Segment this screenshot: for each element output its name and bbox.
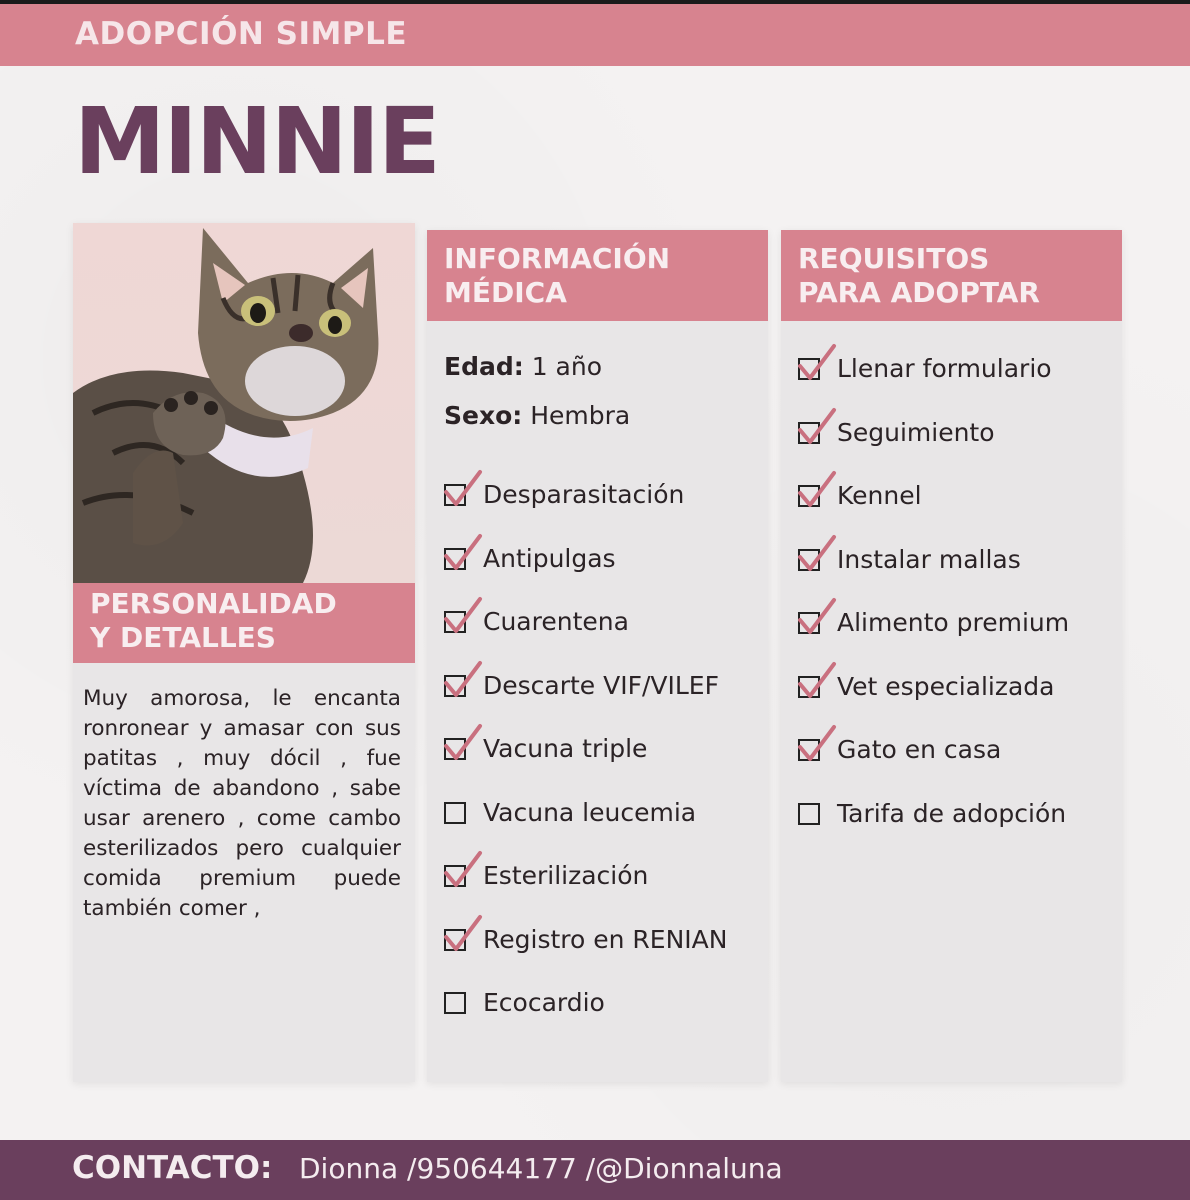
pink-checkmark-icon — [794, 340, 838, 384]
medical-title-line2: MÉDICA — [444, 276, 567, 309]
sex-label: Sexo: — [444, 401, 523, 430]
pink-checkmark-icon — [440, 847, 484, 891]
pink-checkmark-icon — [794, 404, 838, 448]
personality-header — [73, 583, 415, 663]
personality-title-line1: PERSONALIDAD — [90, 587, 337, 620]
pink-checkmark-icon — [440, 657, 484, 701]
checklist-item-label: Tarifa de adopción — [837, 798, 1067, 828]
checkbox-icon — [444, 802, 466, 824]
checklist-item-label: Desparasitación — [483, 480, 685, 509]
medical-card — [427, 230, 768, 1082]
pink-checkmark-icon — [440, 466, 484, 510]
checklist-item-label: Vacuna leucemia — [483, 797, 697, 827]
checkbox-icon — [444, 992, 466, 1014]
checklist-item-label: Vet especializada — [837, 671, 1055, 701]
cat-photo — [73, 223, 415, 583]
adoption-type: ADOPCIÓN SIMPLE — [75, 16, 408, 52]
pink-checkmark-icon — [794, 594, 838, 638]
checklist-item-label: Llenar formulario — [837, 354, 1052, 383]
age-label: Edad: — [444, 352, 524, 381]
requirements-header — [781, 230, 1122, 321]
medical-header — [427, 230, 768, 321]
checklist-item-label: Esterilización — [483, 861, 649, 890]
personality-card — [73, 223, 415, 1082]
pink-checkmark-icon — [794, 467, 838, 511]
requirements-title-line1: REQUISITOS — [798, 242, 990, 275]
checklist-item-label: Kennel — [837, 481, 922, 510]
age-row — [444, 352, 602, 381]
sex-row — [444, 401, 630, 430]
sex-value: Hembra — [530, 401, 631, 430]
checklist-item-label: Seguimiento — [837, 417, 995, 447]
age-value: 1 año — [531, 352, 603, 381]
pink-checkmark-icon — [440, 911, 484, 955]
cat-illustration — [73, 223, 415, 583]
pet-name: MINNIE — [74, 88, 439, 195]
pink-checkmark-icon — [794, 658, 838, 702]
checklist-item-label: Instalar mallas — [837, 544, 1021, 574]
checklist-item-label: Antipulgas — [483, 543, 616, 573]
personality-description: Muy amorosa, le encanta ronronear y amasar con sus patitas , muy dócil , fue víctima de abandono , sabe usar arenero , come cambo esterilizados pero cualquier comida premium puede también comer , — [83, 686, 401, 921]
requirements-card — [781, 230, 1122, 1082]
contact-value: Dionna /950644177 /@Dionnaluna — [299, 1152, 783, 1185]
checklist-item-label: Ecocardio — [483, 988, 605, 1017]
checkbox-icon — [798, 803, 820, 825]
personality-title-line2: Y DETALLES — [90, 621, 276, 654]
checklist-item-label: Gato en casa — [837, 735, 1002, 764]
pink-checkmark-icon — [440, 530, 484, 574]
checklist-item-label: Registro en RENIAN — [483, 924, 728, 954]
medical-title-line1: INFORMACIÓN — [444, 242, 671, 275]
contact-label: CONTACTO: — [72, 1150, 273, 1186]
top-banner — [0, 0, 1190, 66]
pink-checkmark-icon — [440, 593, 484, 637]
pink-checkmark-icon — [794, 721, 838, 765]
requirements-title-line2: PARA ADOPTAR — [798, 276, 1040, 309]
checklist-item-label: Vacuna triple — [483, 734, 648, 763]
checklist-item-label: Descarte VIF/VILEF — [483, 670, 719, 700]
pink-checkmark-icon — [440, 720, 484, 764]
checklist-item-label: Alimento premium — [837, 608, 1070, 637]
checklist-item-label: Cuarentena — [483, 607, 629, 636]
pink-checkmark-icon — [794, 531, 838, 575]
contact-bar — [0, 1140, 1190, 1200]
